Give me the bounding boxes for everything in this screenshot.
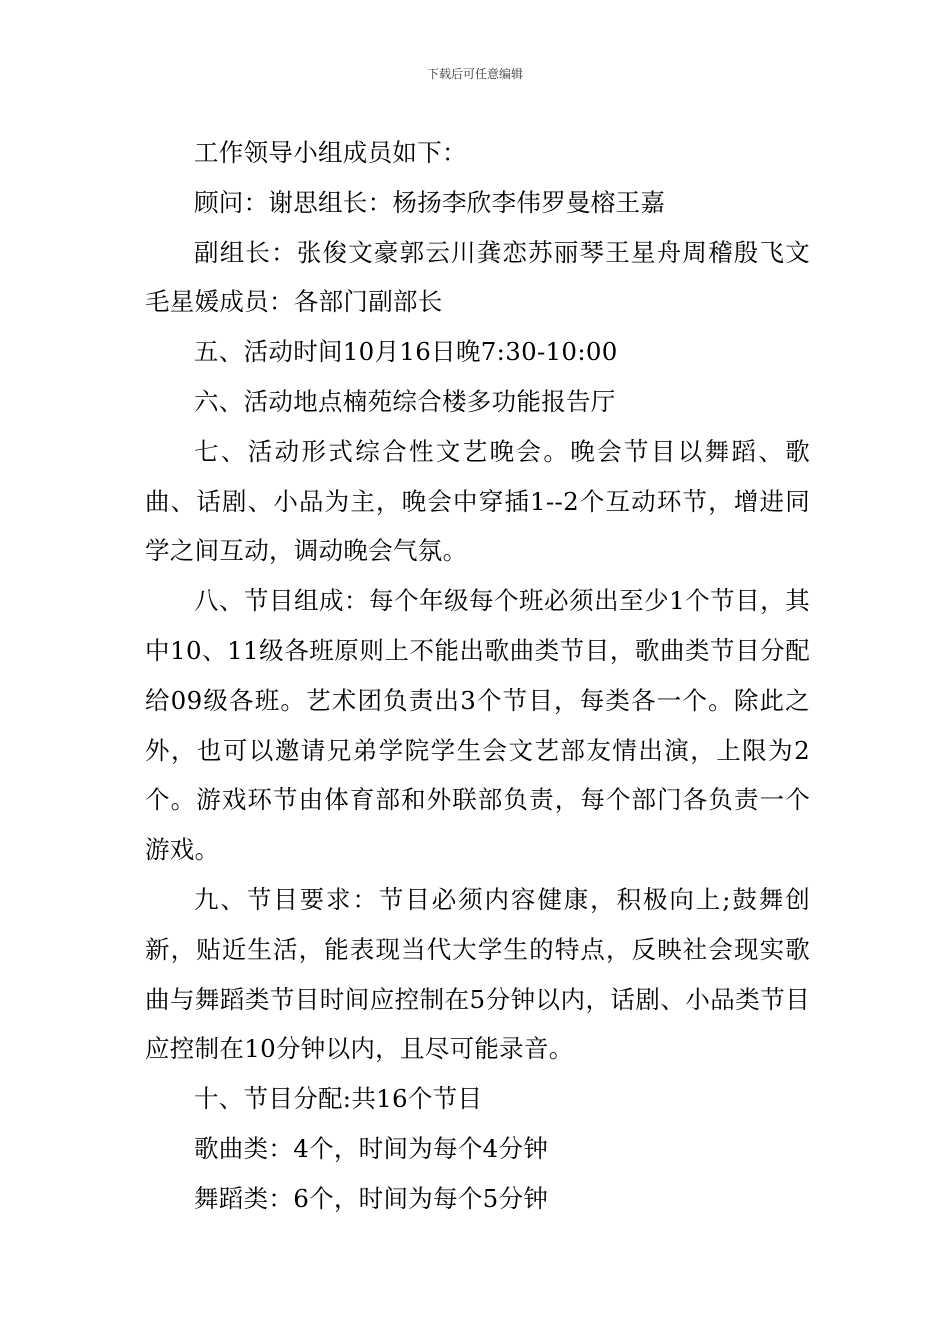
paragraph-program-requirements: 九、节目要求：节目必须内容健康，积极向上;鼓舞创新，贴近生活，能表现当代大学生的特点，反映社会现实歌曲与舞蹈类节目时间应控制在5分钟以内，话剧、小品类节目应控制在10分钟以内，且尽可能录音。	[145, 884, 810, 1064]
paragraph-songs: 歌曲类：4个，时间为每个4分钟	[194, 1133, 549, 1163]
paragraph-team-intro: 工作领导小组成员如下：	[194, 138, 467, 167]
paragraph-deputy-leaders: 副组长：张俊文豪郭云川龚恋苏丽琴王星舟周稽殷飞文毛星媛成员：各部门副部长	[145, 237, 810, 317]
paragraph-event-format: 七、活动形式综合性文艺晚会。晚会节目以舞蹈、歌曲、话剧、小品为主，晚会中穿插1--2个互动环节，增进同学之间互动，调动晚会气氛。	[145, 436, 810, 566]
paragraph-event-time: 五、活动时间10月16日晚7:30-10:00	[194, 337, 618, 367]
document-body	[145, 128, 810, 1224]
paragraph-program-allocation: 十、节目分配:共16个节目	[194, 1084, 483, 1114]
paragraph-advisor: 顾问：谢思组长：杨扬李欣李伟罗曼榕王嘉	[194, 187, 666, 217]
paragraph-dances: 舞蹈类：6个，时间为每个5分钟	[194, 1183, 549, 1213]
page-header: 下载后可任意编辑	[426, 67, 523, 81]
paragraph-event-location: 六、活动地点楠苑综合楼多功能报告厅	[194, 386, 616, 416]
paragraph-program-composition: 八、节目组成：每个年级每个班必须出至少1个节目，其中10、11级各班原则上不能出歌曲类节目，歌曲类节目分配给09级各班。艺术团负责出3个节目，每类各一个。除此之外，也可以邀请兄弟学院学生会文艺部友情出演，上限为2个。游戏环节由体育部和外联部负责，每个部门各负责一个游戏。	[145, 586, 810, 865]
